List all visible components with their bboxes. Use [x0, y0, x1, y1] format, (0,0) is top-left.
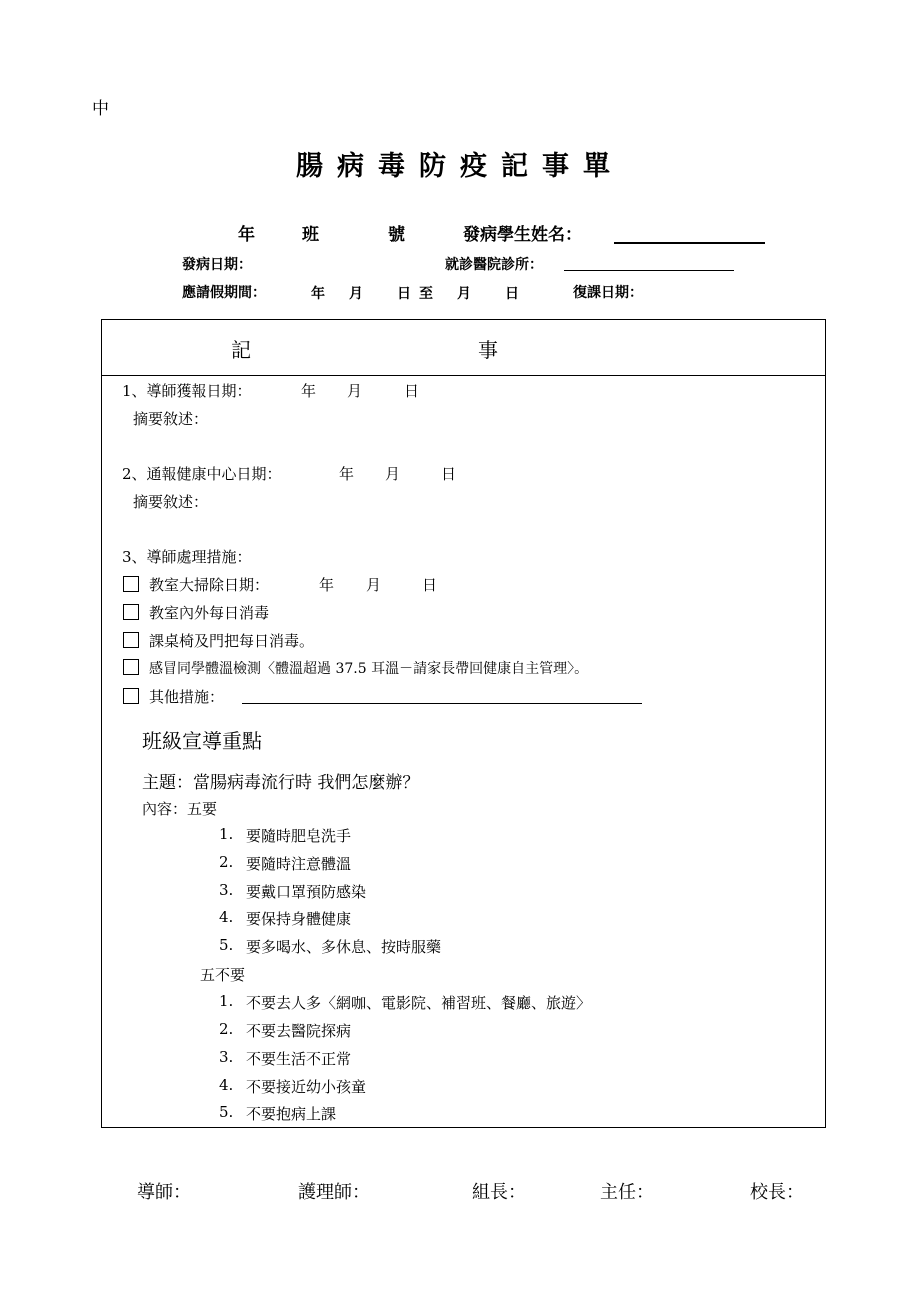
leave-month-2: 月 [457, 286, 471, 302]
item2-month: 月 [385, 465, 401, 483]
number-label: 號 [388, 225, 405, 245]
promo-title: 班級宣導重點 [142, 729, 262, 753]
disinfect-checkbox[interactable] [123, 604, 139, 620]
do-num-3: 3. [219, 881, 234, 899]
signature-director: 主任： [600, 1182, 654, 1203]
leave-year: 年 [311, 286, 325, 302]
dont-item-1: 不要去人多〈網咖、電影院、補習班、餐廳、旅遊〉 [246, 994, 592, 1012]
do-item-3: 要戴口罩預防感染 [246, 883, 367, 901]
item2-year: 年 [339, 465, 355, 483]
cleaning-year: 年 [319, 576, 335, 594]
signature-leader: 組長： [472, 1182, 526, 1203]
leave-to: 至 [419, 286, 433, 302]
temperature-checkbox[interactable] [123, 659, 139, 675]
dont-item-4: 不要接近幼小孩童 [246, 1078, 367, 1096]
return-date-label: 復課日期： [573, 285, 643, 301]
other-checkbox[interactable] [123, 688, 139, 704]
item1-label: 1、導師獲報日期： [122, 382, 252, 400]
summary1-label: 摘要敘述： [133, 410, 209, 428]
desks-checkbox[interactable] [123, 632, 139, 648]
record-head-right: 事 [478, 338, 498, 362]
leave-day-2: 日 [505, 286, 519, 302]
other-measures-field[interactable] [242, 687, 642, 704]
record-box-header [102, 320, 825, 376]
student-name-field[interactable] [614, 222, 765, 244]
signature-principal: 校長： [750, 1182, 804, 1203]
promo-content-label: 內容：五要 [142, 800, 218, 818]
do-num-4: 4. [219, 908, 234, 926]
cleaning-month: 月 [366, 576, 382, 594]
class-label: 班 [302, 225, 319, 245]
leave-month: 月 [349, 286, 363, 302]
desks-label: 課桌椅及門把每日消毒。 [149, 632, 315, 650]
check-row-other [123, 686, 224, 707]
item1-year: 年 [301, 382, 317, 400]
check-row-cleaning [123, 574, 269, 595]
dont-num-2: 2. [219, 1020, 234, 1038]
item2-day: 日 [441, 465, 457, 483]
promo-topic: 主題：當腸病毒流行時 我們怎麼辦？ [142, 773, 420, 793]
dont-item-3: 不要生活不正常 [246, 1050, 352, 1068]
cleaning-checkbox[interactable] [123, 576, 139, 592]
temperature-label: 感冒同學體溫檢測〈體溫超過 37.5 耳溫－請家長帶回健康自主管理〉。 [149, 661, 589, 677]
disinfect-label: 教室內外每日消毒 [149, 604, 270, 622]
dont-num-5: 5. [219, 1103, 234, 1121]
dont-item-5: 不要抱病上課 [246, 1105, 337, 1123]
clinic-field[interactable] [564, 254, 734, 271]
do-num-5: 5. [219, 936, 234, 954]
dont-item-2: 不要去醫院探病 [246, 1022, 352, 1040]
dont-num-3: 3. [219, 1048, 234, 1066]
do-item-5: 要多喝水、多休息、按時服藥 [246, 938, 442, 956]
page-title: 腸病毒防疫記事單 [296, 151, 624, 182]
five-dont-label: 五不要 [200, 966, 246, 984]
cleaning-label: 教室大掃除日期： [149, 576, 270, 594]
check-row-desks [123, 630, 314, 651]
item3-label: 3、導師處理措施： [122, 548, 252, 566]
do-num-1: 1. [219, 825, 234, 843]
leave-period-label: 應請假期間： [182, 285, 266, 301]
onset-date-label: 發病日期： [182, 257, 252, 273]
do-num-2: 2. [219, 853, 234, 871]
summary2-label: 摘要敘述： [133, 493, 209, 511]
dont-num-1: 1. [219, 992, 234, 1010]
check-row-disinfect [123, 602, 269, 623]
record-head-left: 記 [231, 338, 251, 362]
clinic-label: 就診醫院診所： [445, 257, 543, 273]
signature-teacher: 導師： [137, 1182, 191, 1203]
student-name-label: 發病學生姓名： [463, 225, 582, 245]
do-item-1: 要隨時肥皂洗手 [246, 827, 352, 845]
item1-day: 日 [404, 382, 420, 400]
item2-label: 2、通報健康中心日期： [122, 465, 282, 483]
signature-nurse: 護理師： [298, 1182, 370, 1203]
leave-day: 日 [397, 286, 411, 302]
other-label: 其他措施： [149, 688, 225, 706]
do-item-2: 要隨時注意體溫 [246, 855, 352, 873]
cleaning-day: 日 [422, 576, 438, 594]
dont-num-4: 4. [219, 1076, 234, 1094]
corner-mark: 中 [92, 99, 109, 119]
do-item-4: 要保持身體健康 [246, 910, 352, 928]
check-row-temperature [123, 658, 588, 678]
year-label: 年 [238, 225, 255, 245]
item1-month: 月 [347, 382, 363, 400]
